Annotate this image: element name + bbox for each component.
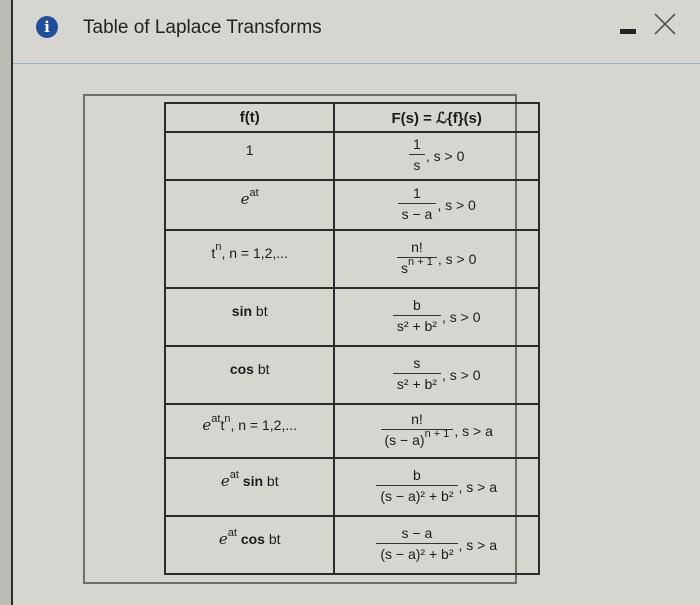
header-F: F(s) = ℒ{f}(s) — [334, 103, 539, 132]
f-tail: bt — [252, 303, 268, 319]
f-base2: t — [220, 417, 225, 433]
f-superscript2: n — [224, 413, 231, 425]
table-row — [165, 458, 539, 516]
condition: , s > a — [454, 423, 493, 439]
minimize-icon — [620, 29, 636, 34]
laplace-table — [164, 102, 540, 575]
denominator — [376, 543, 457, 566]
cell-F — [334, 404, 539, 458]
denominator-text: s² + b² — [396, 318, 437, 334]
cell-F — [334, 516, 539, 574]
f-base: 1 — [245, 142, 254, 158]
f-superscript: n — [215, 241, 222, 253]
numerator: s − a — [401, 525, 433, 541]
denominator-text: (s − a)² + b² — [380, 488, 454, 504]
numerator: n! — [411, 411, 423, 427]
cell-f — [165, 346, 334, 404]
info-icon: i — [36, 16, 58, 38]
minimize-button[interactable] — [618, 22, 640, 38]
fraction — [398, 184, 437, 226]
denominator — [393, 373, 441, 396]
numerator: 1 — [413, 185, 421, 201]
denominator-text: (s − a) — [384, 432, 425, 448]
numerator: s — [413, 355, 421, 371]
condition: , s > 0 — [437, 251, 477, 267]
denominator — [409, 154, 425, 177]
table-row — [165, 132, 539, 180]
table-row — [165, 230, 539, 288]
denominator — [381, 429, 454, 452]
cell-f — [165, 230, 334, 288]
numerator: b — [413, 467, 421, 483]
f-base: e — [218, 530, 228, 548]
f-tail: bt — [253, 361, 270, 377]
cell-F — [334, 180, 539, 230]
cell-F — [334, 288, 539, 346]
title-bar — [13, 0, 700, 64]
f-rest: , n = 1,2,... — [230, 417, 298, 433]
denominator-text: (s − a)² + b² — [380, 546, 454, 562]
denominator-text: s − a — [401, 206, 433, 222]
f-function-name: sin — [231, 303, 253, 319]
fraction — [409, 135, 425, 177]
condition: , s > 0 — [425, 148, 465, 164]
f-tail: bt — [263, 473, 279, 489]
f-superscript: at — [211, 413, 221, 425]
f-base: e — [220, 472, 230, 490]
f-base: e — [240, 190, 250, 208]
table-row — [165, 404, 539, 458]
denominator-exponent: n + 1 — [408, 256, 433, 268]
fraction — [376, 524, 457, 566]
cell-F — [334, 458, 539, 516]
table-row — [165, 180, 539, 230]
f-tail: bt — [264, 531, 281, 547]
close-button[interactable] — [653, 12, 677, 36]
cell-f — [165, 288, 334, 346]
f-function-name: sin — [242, 473, 264, 489]
fraction — [397, 238, 437, 280]
header-f: f(t) — [165, 103, 334, 132]
fraction — [393, 296, 441, 338]
f-superscript: at — [229, 469, 239, 481]
denominator-text: s — [401, 260, 409, 276]
table-row — [165, 346, 539, 404]
fraction — [376, 466, 457, 508]
denominator-text: s² + b² — [396, 376, 437, 392]
condition: , s > 0 — [441, 309, 481, 325]
table-row — [165, 516, 539, 574]
cell-F — [334, 230, 539, 288]
f-function-name: cos — [240, 531, 265, 547]
numerator: n! — [411, 239, 423, 255]
table-row — [165, 288, 539, 346]
cell-F — [334, 346, 539, 404]
condition: , s > a — [458, 537, 498, 553]
table-header-row — [165, 103, 539, 132]
f-function-name: cos — [229, 361, 254, 377]
f-superscript: at — [227, 527, 237, 539]
denominator — [397, 257, 437, 280]
background-window-edge — [0, 0, 13, 605]
dialog-title: Table of Laplace Transforms — [83, 17, 322, 38]
condition: , s > a — [458, 479, 498, 495]
denominator — [376, 485, 457, 508]
numerator: b — [413, 297, 421, 313]
condition: , s > 0 — [441, 367, 481, 383]
cell-f — [165, 404, 334, 458]
cell-f — [165, 180, 334, 230]
cell-f — [165, 458, 334, 516]
close-icon — [653, 12, 677, 36]
cell-f — [165, 132, 334, 180]
f-base: t — [211, 245, 216, 261]
numerator: 1 — [413, 136, 421, 152]
denominator — [398, 203, 437, 226]
f-superscript: at — [249, 187, 259, 199]
cell-f — [165, 516, 334, 574]
f-base: e — [202, 416, 212, 434]
cell-F — [334, 132, 539, 180]
denominator-text: s — [413, 157, 421, 173]
fraction — [393, 354, 441, 396]
f-rest: , n = 1,2,... — [221, 245, 288, 261]
fraction — [381, 410, 454, 452]
denominator-exponent: n + 1 — [424, 428, 450, 440]
denominator — [393, 315, 441, 338]
condition: , s > 0 — [437, 197, 476, 213]
